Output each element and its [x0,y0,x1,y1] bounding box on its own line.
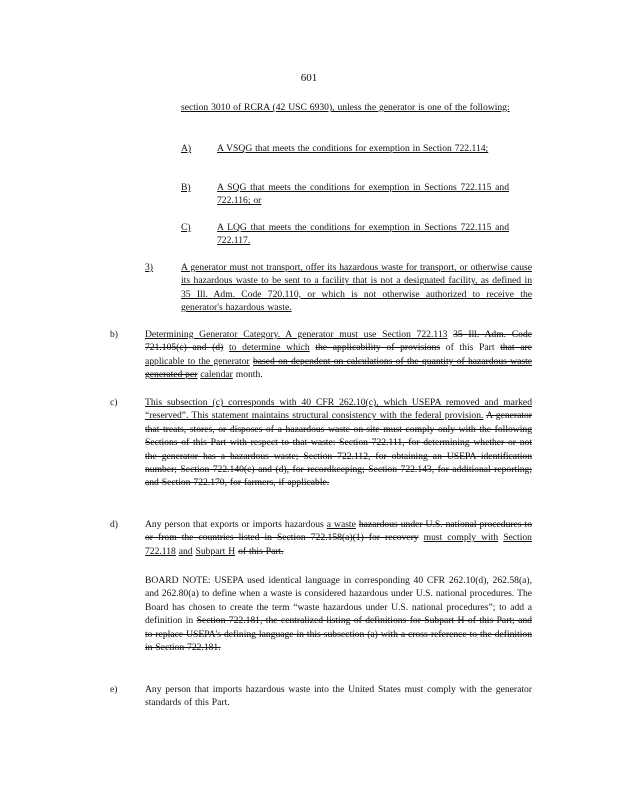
item-d-part-1: Any person that exports or imports hazardous [145,519,324,530]
item-d-part-2: a waste [326,519,356,530]
item-b-part-9: calendar [200,369,233,381]
item-d-part-4: must comply with [423,532,499,544]
item-b-part-10: month. [235,369,263,381]
item-d-part-7: Subpart H [195,545,236,557]
item-c-part-2: A generator that treats, stores, or disposes of a hazardous waste on-site must comply only with the following Sections of this Part with respect to that waste: Section 722.111, for determining whether or not the generator has a hazardous waste; Section 722.112, for obtaining an USEPA identification number; Section 722.140(c) and (d), for recordkeeping; Section 722.143, for additional reporting; and Section 722.170, for farmers, if applicable. [145,410,532,489]
item-b-part-5: of this Part [445,342,495,354]
intro-paragraph: section 3010 of RCRA (42 USC 6930), unless the generator is one of the following: [181,102,510,113]
sub-item-c-text: A LQG that meets the conditions for exemption in Sections 722.115 and 722.117. [217,222,509,247]
item-b-label: b) [110,329,118,340]
item-d-label: d) [110,519,118,530]
item-c-text [145,396,532,490]
item-b-part-2: 35 Ill. Adm. Code 721.105(c) and (d) [145,329,532,354]
item-b-part-4: the applicability of provisions [315,342,441,354]
item-e-label: e) [110,684,118,695]
item-d-text [145,518,532,558]
item-3-label: 3) [145,262,153,273]
item-b-part-7: applicable to the generator [145,355,250,367]
sub-item-c-label: C) [181,222,191,233]
item-b-part-8: based on dependent on calculations of the quantity of hazardous waste generated per [145,355,532,381]
page-number: 601 [300,72,318,84]
board-note-part-2: Section 722.181, the centralized listing of definitions for Subpart H of this Part; and to replace USEPA's defining language in this subsection (a) with a cross-reference to the definition in Section 722.181. [145,615,532,654]
item-b-part-1: Determining Generator Category. A generator must use Section 722.113 [145,329,448,340]
item-b-text [145,328,532,382]
item-d-part-6: and [178,545,193,557]
item-3-text: A generator must not transport, offer its hazardous waste for transport, or otherwise cause its hazardous waste to be sent to a facility that is not a designated facility, as defined in 35 Ill. Adm. Code 720.110, or which is not otherwise authorized to receive the generator's hazardous waste. [181,262,532,314]
item-c-label: c) [110,397,118,408]
item-e-text: Any person that imports hazardous waste into the United States must comply with the generator standards of this Part. [145,684,532,709]
sub-item-b-label: B) [181,182,191,193]
item-d-part-3: hazardous under U.S. national procedures to or from the countries listed in Section 722.158(a)(1) for recovery [145,519,532,544]
item-b-part-6: that are [500,342,532,354]
board-note [145,574,532,654]
sub-item-a-label: A) [181,143,192,154]
board-note-part-1: BOARD NOTE: USEPA used identical language in corresponding 40 CFR 262.10(d), 262.58(a), and 262.80(a) to define when a waste is considered hazardous under U.S. national procedures. The Board has chosen to create the term “waste hazardous under U.S. national procedures”; to add a definition in [145,575,532,627]
item-b-part-3: to determine which [228,342,310,354]
item-c-part-1: This subsection (c) corresponds with 40 CFR 262.10(c), which USEPA removed and marked “reserved”. This statement maintains structural consistency with the federal provision. [145,397,532,422]
sub-item-a-text: A VSQG that meets the conditions for exemption in Section 722.114; [217,143,489,154]
item-d-part-5: Section 722.118 [145,532,532,557]
sub-item-b-text: A SQG that meets the conditions for exemption in Sections 722.115 and 722.116; or [217,182,509,207]
item-d-part-8: of this Part. [238,545,284,557]
